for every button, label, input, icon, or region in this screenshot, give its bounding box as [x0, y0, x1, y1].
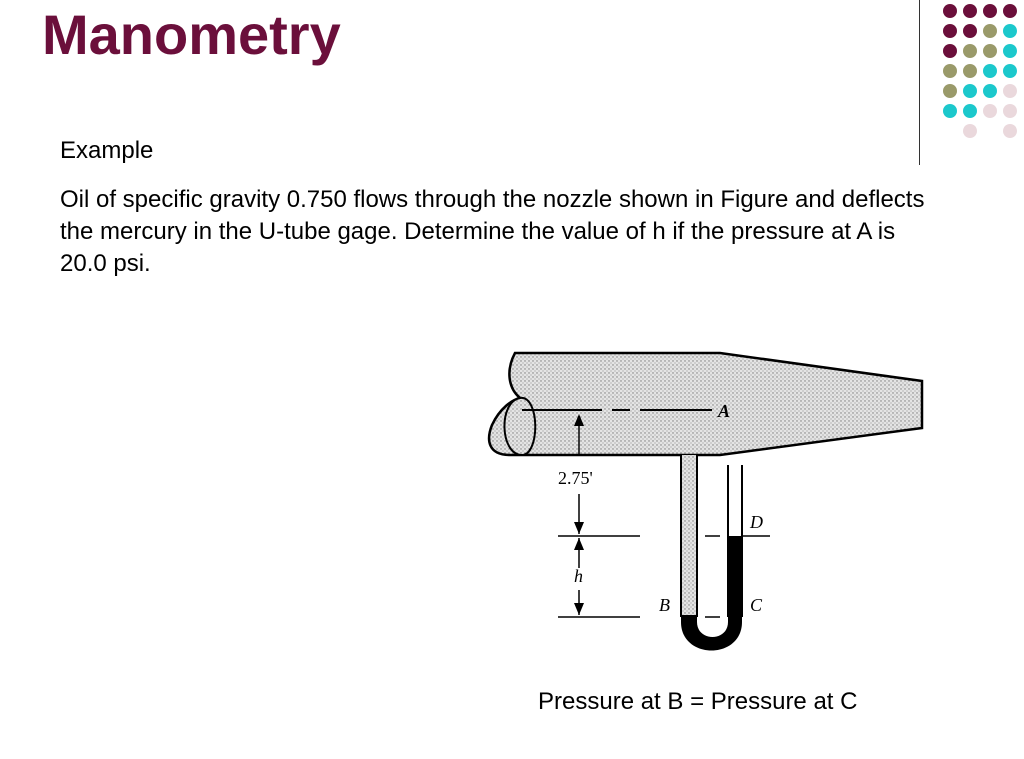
dot [983, 84, 997, 98]
dimension-label: 2.75' [558, 468, 593, 488]
manometer-left-leg [681, 455, 697, 617]
dimension-arrow-down [574, 522, 584, 534]
h-arrow-down [574, 603, 584, 615]
dot [983, 4, 997, 18]
point-d-label: D [750, 512, 763, 532]
dot [963, 64, 977, 78]
dot [963, 4, 977, 18]
dot [963, 124, 977, 138]
dot [983, 44, 997, 58]
dot [1003, 24, 1017, 38]
dot [943, 24, 957, 38]
example-heading: Example [60, 137, 154, 164]
h-label: h [574, 566, 583, 586]
dot [983, 104, 997, 118]
dot [983, 24, 997, 38]
dot [983, 64, 997, 78]
dot [943, 44, 957, 58]
pipe-end-section [504, 398, 535, 455]
dot [943, 4, 957, 18]
point-a-label: A [718, 401, 731, 421]
pressure-equation-caption: Pressure at B = Pressure at C [538, 688, 858, 715]
dot [963, 104, 977, 118]
problem-statement: Oil of specific gravity 0.750 flows through the nozzle shown in Figure and deflects the mercury in the U-tube gage. Determine the value of h if the pressure at A is 20.0 psi. [60, 186, 925, 277]
point-b-label: B [659, 595, 670, 615]
dot [1003, 4, 1017, 18]
dot [943, 104, 957, 118]
dot [963, 44, 977, 58]
mercury-u-bend [681, 615, 742, 651]
dot [943, 84, 957, 98]
h-arrow-up [574, 538, 584, 550]
dot [1003, 104, 1017, 118]
dot [963, 24, 977, 38]
dot [1003, 124, 1017, 138]
dot [1003, 64, 1017, 78]
dot [943, 64, 957, 78]
decorative-dot-grid [0, 0, 1024, 160]
nozzle-manometer-figure [480, 340, 940, 670]
nozzle-pipe [489, 353, 922, 455]
dot [963, 84, 977, 98]
dot [1003, 44, 1017, 58]
mercury-column-right [728, 536, 742, 617]
point-c-label: C [750, 595, 763, 615]
dot [1003, 84, 1017, 98]
slide-title: Manometry [42, 3, 341, 66]
